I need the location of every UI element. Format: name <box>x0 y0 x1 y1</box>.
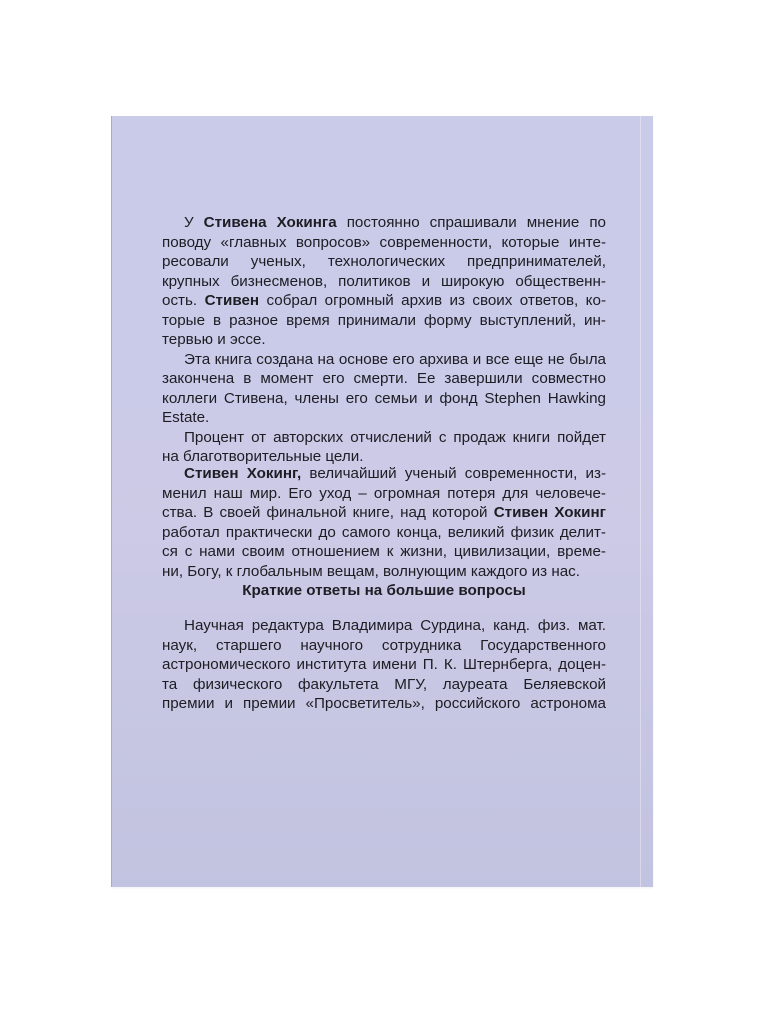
text-line <box>162 503 606 523</box>
text-span: собрал огромный архив из своих ответов, ко- <box>259 292 606 309</box>
text-line: Estate. <box>162 409 210 426</box>
text-line <box>162 291 606 311</box>
text-line: ся с нами своим отношением к жизни, цивилизации, време- <box>162 543 606 560</box>
text-span: ость. <box>162 292 205 309</box>
text-line: Научная редактура Владимира Сурдина, канд. физ. мат. <box>184 617 606 634</box>
author-name-bold: Стивена Хокинга <box>203 214 337 231</box>
text-span: ства. В своей финальной книге, над которой <box>162 504 494 521</box>
book-back-cover <box>112 116 653 887</box>
annotation-paragraph-1 <box>162 213 606 467</box>
text-line: менил наш мир. Его уход – огромная потеря для человече- <box>162 484 606 502</box>
text-line: ресовали ученых, технологических предпринимателей, <box>162 253 606 270</box>
author-name-bold: Стивен <box>204 292 260 309</box>
text-line: Эта книга создана на основе его архива и все еще не была <box>184 350 606 368</box>
text-line: крупных бизнесменов, политиков и широкую общественн- <box>162 272 606 290</box>
text-span: У <box>184 214 204 231</box>
text-line: тервью и эссе. <box>162 331 266 348</box>
text-line: премии и премии «Просветитель», российского астронома <box>162 695 606 712</box>
text-line: работал практически до самого конца, великий физик делит- <box>162 523 606 541</box>
text-line: ни, Богу, к глобальным вещам, волнующим каждого из нас. <box>162 562 580 580</box>
editor-credits-paragraph <box>162 616 606 714</box>
text-line: астрономического института имени П. К. Штернберга, доцен- <box>162 656 606 673</box>
text-line: на благотворительные цели. <box>162 448 364 465</box>
text-span: величайший ученый современности, из- <box>301 465 606 482</box>
text-line: закончена в момент его смерти. Ее завершили совместно <box>162 370 606 387</box>
text-line: Процент от авторских отчислений с продаж книги пойдет <box>184 428 606 446</box>
text-line: торые в разное время принимали форму выступлений, ин- <box>162 311 606 329</box>
text-line <box>162 213 606 233</box>
text-line: поводу «главных вопросов» современности, которые инте- <box>162 233 606 251</box>
annotation-paragraph-2 <box>162 464 606 581</box>
text-line: наук, старшего научного сотрудника Государственного <box>162 636 606 654</box>
author-name-bold: Стивен Хокинг <box>493 504 606 521</box>
text-line: та физического факультета МГУ, лауреата Беляевской <box>162 675 606 693</box>
text-line <box>162 464 606 484</box>
author-name-bold: Стивен Хокинг, <box>184 465 302 482</box>
book-title-heading: Краткие ответы на большие вопросы <box>242 582 526 599</box>
text-span: постоянно спрашивали мнение по <box>336 214 606 231</box>
text-line: коллеги Стивена, члены его семьи и фонд Stephen Hawking <box>162 389 606 407</box>
